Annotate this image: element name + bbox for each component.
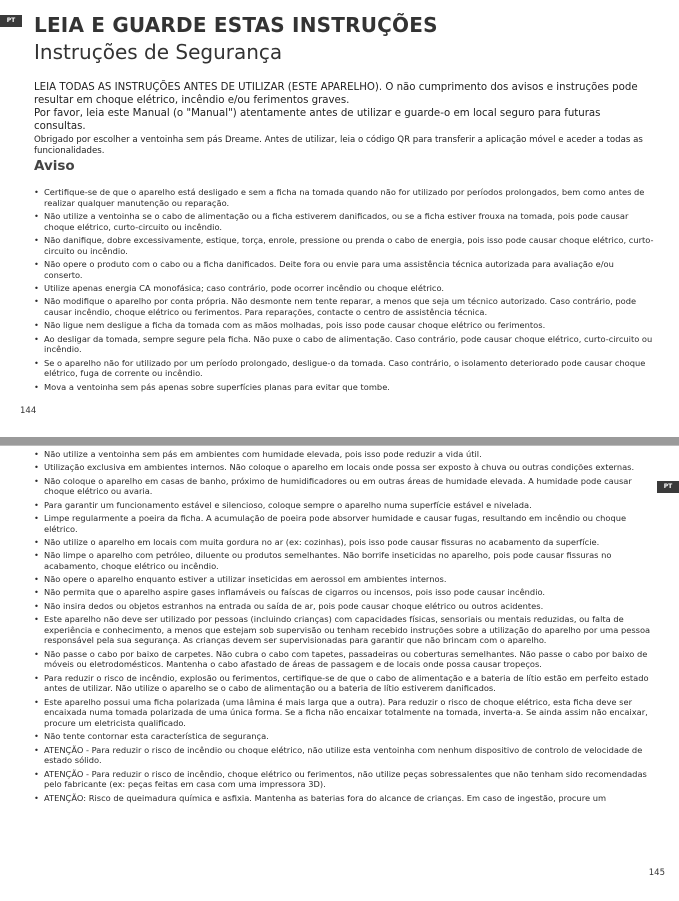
warning-item: • Se o aparelho não for utilizado por um período prolongado, desligue-o da tomada. Caso contrário, o isolamento deteriorado pode causar choque elétrico, fuga de corrente ou incêndio. — [34, 358, 654, 379]
language-tab: PT — [0, 15, 22, 27]
manual-page-144 — [0, 0, 679, 437]
warning-item: • Não opere o aparelho enquanto estiver a utilizar inseticidas em aerossol em ambientes internos. — [34, 574, 654, 585]
warning-item: • Não insira dedos ou objetos estranhos na entrada ou saída de ar, pois pode causar choque elétrico ou outros acidentes. — [34, 601, 654, 612]
page-number: 145 — [648, 868, 665, 878]
warning-item: • Para reduzir o risco de incêndio, explosão ou ferimentos, certifique-se de que o cabo de alimentação e a bateria de lítio estão em perfeito estado antes de utilizar. Não utilize o aparelho se o cabo de alimentação ou a bateria de lítio estiverem danificados. — [34, 673, 654, 694]
warning-item: • Não permita que o aparelho aspire gases inflamáveis ou faíscas de cigarros ou incensos, pois isso pode causar incêndio. — [34, 587, 654, 598]
warning-item: • ATENÇÃO - Para reduzir o risco de incêndio, choque elétrico ou ferimentos, não utilize peças sobressalentes que não tenham sido recomendadas pelo fabricante (ex: peças feitas em casa com uma impressora 3D). — [34, 769, 654, 790]
page-subtitle: Instruções de Segurança — [34, 40, 283, 64]
warning-item: • Não danifique, dobre excessivamente, estique, torça, enrole, pressione ou prenda o cabo de energia, pois isso pode causar choque elétrico, curto-circuito ou incêndio. — [34, 235, 654, 256]
warning-item: • Não coloque o aparelho em casas de banho, próximo de humidificadores ou em outras áreas de humidade elevada. A humidade pode causar choque elétrico ou avaria. — [34, 476, 654, 497]
warning-item: • Mova a ventoinha sem pás apenas sobre superfícies planas para evitar que tombe. — [34, 382, 654, 393]
warning-item: • Para garantir um funcionamento estável e silencioso, coloque sempre o aparelho numa superfície estável e nivelada. — [34, 500, 654, 511]
intro-block — [34, 81, 654, 157]
intro-paragraph: LEIA TODAS AS INSTRUÇÕES ANTES DE UTILIZAR (ESTE APARELHO). O não cumprimento dos avisos e instruções pode resultar em choque elétrico, incêndio e/ou ferimentos graves. — [34, 82, 638, 106]
page-number: 144 — [20, 406, 37, 416]
warning-item: • Certifique-se de que o aparelho está desligado e sem a ficha na tomada quando não for utilizado por períodos prolongados, bem como antes de realizar qualquer manutenção ou reparação. — [34, 187, 654, 208]
intro-paragraph: Por favor, leia este Manual (o "Manual") atentamente antes de utilizar e guarde-o em local seguro para futuras consultas. — [34, 108, 601, 132]
warning-item: • Não utilize a ventoinha se o cabo de alimentação ou a ficha estiverem danificados, ou se a ficha estiver frouxa na tomada, pois pode causar choque elétrico, curto-circuito ou incêndio. — [34, 211, 654, 232]
warning-item: • ATENÇÃO - Para reduzir o risco de incêndio ou choque elétrico, não utilize esta ventoinha com nenhum dispositivo de controlo de velocidade de estado sólido. — [34, 745, 654, 766]
section-heading: Aviso — [34, 158, 75, 174]
page-divider — [0, 437, 679, 445]
warning-item: • Limpe regularmente a poeira da ficha. A acumulação de poeira pode absorver humidade e causar fugas, resultando em incêndio ou choque elétrico. — [34, 513, 654, 534]
warning-list — [34, 449, 654, 806]
warning-item: • Este aparelho não deve ser utilizado por pessoas (incluindo crianças) com capacidades físicas, sensoriais ou mentais reduzidas, ou falta de experiência e conhecimento, a menos que estejam sob supervisão ou tenham recebido instruções sobre a utilização do aparelho por uma pessoa responsável pela sua segurança. As crianças devem ser supervisionadas para garantir que não brincam com o aparelho. — [34, 614, 654, 646]
warning-item: • Utilização exclusiva em ambientes internos. Não coloque o aparelho em locais onde possa ser exposto à chuva ou outras condições externas. — [34, 462, 654, 473]
language-tab: PT — [657, 481, 679, 493]
intro-paragraph: Obrigado por escolher a ventoinha sem pás Dreame. Antes de utilizar, leia o código QR para transferir a aplicação móvel e aceder a todas as funcionalidades. — [34, 135, 643, 156]
warning-item: • Não passe o cabo por baixo de carpetes. Não cubra o cabo com tapetes, passadeiras ou coberturas semelhantes. Não passe o cabo por baixo de móveis ou eletrodomésticos. Mantenha o cabo afastado de áreas de passagem e de locais onde possa causar tropeços. — [34, 649, 654, 670]
warning-item: • Não ligue nem desligue a ficha da tomada com as mãos molhadas, pois isso pode causar choque elétrico ou ferimentos. — [34, 320, 654, 331]
page-title: LEIA E GUARDE ESTAS INSTRUÇÕES — [34, 13, 438, 37]
warning-item: • Não limpe o aparelho com petróleo, diluente ou produtos semelhantes. Não borrife inseticidas no aparelho, pois pode causar fissuras no acabamento, choque elétrico ou incêndio. — [34, 550, 654, 571]
warning-item: • Não tente contornar esta característica de segurança. — [34, 731, 654, 742]
warning-list — [34, 187, 654, 395]
warning-item: • ATENÇÃO: Risco de queimadura química e asfixia. Mantenha as baterias fora do alcance de crianças. Em caso de ingestão, procure um — [34, 793, 654, 804]
warning-item: • Utilize apenas energia CA monofásica; caso contrário, pode ocorrer incêndio ou choque elétrico. — [34, 283, 654, 294]
warning-item: • Este aparelho possui uma ficha polarizada (uma lâmina é mais larga que a outra). Para reduzir o risco de choque elétrico, esta ficha deve ser encaixada numa tomada polarizada de uma única forma. Se a ficha não encaixar totalmente na tomada, inverta-a. Se ainda assim não encaixar, procure um eletricista qualificado. — [34, 697, 654, 729]
warning-item: • Não opere o produto com o cabo ou a ficha danificados. Deite fora ou envie para uma assistência técnica autorizada para avaliação e/ou conserto. — [34, 259, 654, 280]
warning-item: • Não utilize o aparelho em locais com muita gordura no ar (ex: cozinhas), pois isso pode causar fissuras no acabamento da superfície. — [34, 537, 654, 548]
warning-item: • Não utilize a ventoinha sem pás em ambientes com humidade elevada, pois isso pode reduzir a vida útil. — [34, 449, 654, 460]
warning-item: • Não modifique o aparelho por conta própria. Não desmonte nem tente reparar, a menos que seja um técnico autorizado. Caso contrário, pode causar incêndio, choque elétrico ou ferimentos. Para reparações, contacte o centro de assistência técnica. — [34, 296, 654, 317]
warning-item: • Ao desligar da tomada, sempre segure pela ficha. Não puxe o cabo de alimentação. Caso contrário, pode causar choque elétrico, curto-circuito ou incêndio. — [34, 334, 654, 355]
